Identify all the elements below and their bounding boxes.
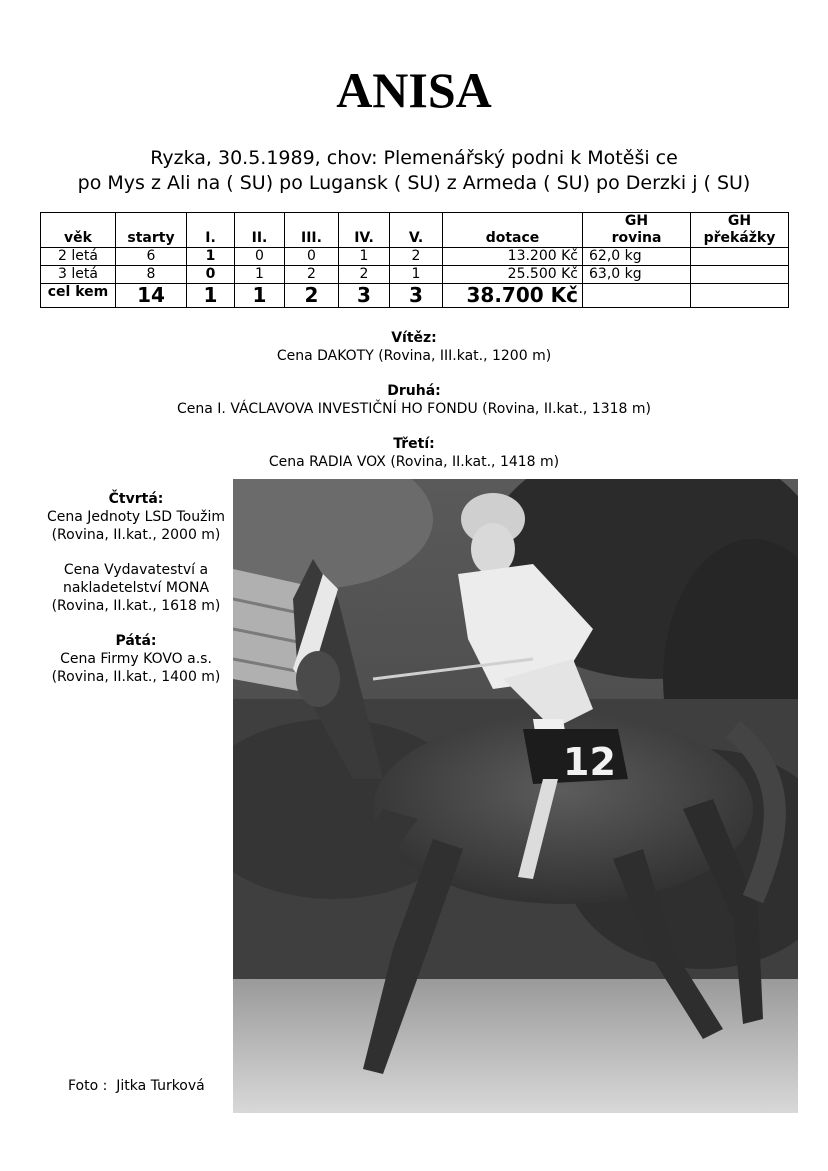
fourth-race-2-line-1: Cena Vydavateství a	[63, 562, 209, 578]
side-results	[40, 490, 232, 686]
third-race: Cena RADIA VOX (Rovina, II.kat., 1418 m)	[268, 454, 560, 470]
fourth-race-1-line-2: (Rovina, II.kat., 2000 m)	[51, 527, 221, 543]
horse-photo-illustration	[233, 479, 798, 1113]
col-gh-jump-line1: GH	[727, 213, 752, 229]
fifth-race-line-2: (Rovina, II.kat., 1400 m)	[51, 669, 221, 685]
col-gh-flat	[583, 213, 691, 248]
third-label: Třetí:	[393, 436, 435, 452]
fifth-race-line-1: Cena Firmy KOVO a.s.	[60, 651, 212, 667]
table-header-row	[41, 213, 789, 248]
table-total-row	[41, 284, 789, 308]
fourth-race-1-line-1: Cena Jednoty LSD Toužim	[47, 509, 225, 525]
horse-photo	[233, 479, 798, 1113]
cell-fifth: 1	[390, 266, 443, 284]
col-gh-flat-line1: GH	[624, 213, 649, 229]
cell-total-starts: 14	[116, 284, 187, 308]
cell-fifth: 2	[390, 248, 443, 266]
race-stats-table	[40, 212, 789, 308]
cell-gh-flat: 62,0 kg	[583, 248, 691, 266]
col-gh-jump	[691, 213, 789, 248]
second-race: Cena I. VÁCLAVOVA INVESTIČNÍ HO FONDU (Rovina, II.kat., 1318 m)	[177, 401, 651, 417]
winner-race: Cena DAKOTY (Rovina, III.kat., 1200 m)	[276, 348, 552, 364]
cell-starts: 6	[116, 248, 187, 266]
col-age: věk	[41, 213, 116, 248]
fourth-race-2-line-3: (Rovina, II.kat., 1618 m)	[51, 598, 221, 614]
table-row	[41, 248, 789, 266]
col-second: II.	[235, 213, 285, 248]
col-gh-flat-line2: rovina	[611, 230, 662, 246]
fifth-label: Pátá:	[115, 633, 157, 649]
cell-total-gh-jump	[691, 284, 789, 308]
cell-gh-flat: 63,0 kg	[583, 266, 691, 284]
cell-total-second: 1	[235, 284, 285, 308]
cell-total-third: 2	[285, 284, 339, 308]
cell-third: 2	[285, 266, 339, 284]
cell-total-fourth: 3	[339, 284, 390, 308]
cell-first: 1	[187, 248, 235, 266]
photo-credit: Foto : Jitka Turková	[68, 1078, 205, 1094]
cell-starts: 8	[116, 266, 187, 284]
cell-fourth: 2	[339, 266, 390, 284]
cell-first: 0	[187, 266, 235, 284]
second-label: Druhá:	[387, 383, 441, 399]
fourth-label: Čtvrtá:	[108, 491, 164, 507]
cell-total-gh-flat	[583, 284, 691, 308]
cell-prize: 25.500 Kč	[443, 266, 583, 284]
col-gh-jump-line2: překážky	[703, 230, 776, 246]
cell-third: 0	[285, 248, 339, 266]
result-second	[0, 382, 828, 418]
col-fourth: IV.	[339, 213, 390, 248]
cell-prize: 13.200 Kč	[443, 248, 583, 266]
result-fifth	[40, 632, 232, 686]
fourth-race-2-line-2: nakladetelství MONA	[62, 580, 210, 596]
table-row	[41, 266, 789, 284]
cell-total-label: cel kem	[41, 284, 116, 308]
winner-label: Vítěz:	[391, 330, 437, 346]
cell-total-prize: 38.700 Kč	[443, 284, 583, 308]
cell-fourth: 1	[339, 248, 390, 266]
horse-name: ANISA	[336, 62, 492, 118]
saddle-number: 12	[563, 740, 616, 784]
result-third	[0, 435, 828, 471]
col-prize: dotace	[443, 213, 583, 248]
col-first: I.	[187, 213, 235, 248]
col-fifth: V.	[390, 213, 443, 248]
cell-age: 3 letá	[41, 266, 116, 284]
pedigree-line-2: po Mys z Ali na ( SU) po Lugansk ( SU) z Armeda ( SU) po Derzki j ( SU)	[77, 172, 751, 194]
result-fourth	[40, 490, 232, 615]
result-winner	[0, 329, 828, 365]
cell-gh-jump	[691, 248, 789, 266]
cell-second: 1	[235, 266, 285, 284]
cell-gh-jump	[691, 266, 789, 284]
cell-age: 2 letá	[41, 248, 116, 266]
cell-second: 0	[235, 248, 285, 266]
race-results	[0, 329, 828, 488]
cell-total-first: 1	[187, 284, 235, 308]
pedigree-line-1: Ryzka, 30.5.1989, chov: Plemenářský podni k Motěši ce	[150, 147, 678, 169]
pedigree	[0, 146, 828, 196]
cell-total-fifth: 3	[390, 284, 443, 308]
col-third: III.	[285, 213, 339, 248]
col-starts: starty	[116, 213, 187, 248]
